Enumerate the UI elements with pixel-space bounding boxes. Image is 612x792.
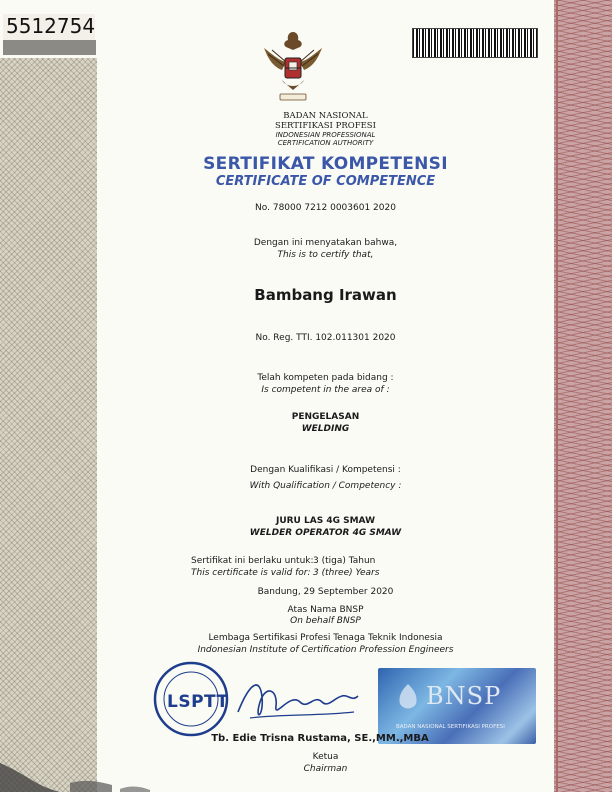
authority-name-en-line2: CERTIFICATION AUTHORITY: [277, 139, 374, 147]
qualification-value: JURU LAS 4G SMAW: [275, 516, 376, 526]
certify-text: Dengan ini menyatakan bahwa,: [253, 238, 398, 248]
competence-label: Telah kompeten pada bidang :: [257, 373, 394, 383]
signatory-role: Ketua: [312, 752, 339, 762]
qualification-label: Dengan Kualifikasi / Kompetensi :: [250, 465, 401, 475]
competence-value-en: WELDING: [301, 424, 350, 434]
on-behalf: Atas Nama BNSP: [287, 605, 364, 615]
registration-number: No. Reg. TTI. 102.011301 2020: [255, 333, 396, 343]
institute-name: Lembaga Sertifikasi Profesi Tenaga Teknik Indonesia: [208, 633, 443, 643]
left-guilloche-pattern: [0, 58, 97, 792]
qualification-label-en: With Qualification / Competency :: [249, 481, 402, 491]
certificate-title: SERTIFIKAT KOMPETENSI: [203, 154, 448, 174]
bnsp-hologram-icon: [394, 682, 422, 712]
serial-number: 5512754: [6, 14, 96, 38]
garuda-emblem-icon: [258, 28, 328, 108]
qualification-value-en: WELDER OPERATOR 4G SMAW: [249, 528, 402, 538]
certify-text-en: This is to certify that,: [277, 250, 374, 260]
certificate-title-en: CERTIFICATE OF COMPETENCE: [215, 174, 436, 189]
validity-value-en: 3 (three) Years: [313, 568, 380, 578]
signatory-role-en: Chairman: [303, 764, 348, 774]
signature: [230, 672, 370, 732]
competence-label-en: Is competent in the area of :: [261, 385, 390, 395]
validity-label: Sertifikat ini berlaku untuk:: [191, 556, 314, 566]
stamp-label: LSPTT: [167, 692, 229, 712]
holder-name: Bambang Irawan: [254, 286, 397, 304]
validity-block: [191, 555, 379, 579]
validity-label-en: This certificate is valid for:: [191, 568, 311, 578]
on-behalf-en: On behalf BNSP: [290, 616, 361, 626]
authority-name-line1: BADAN NASIONAL: [283, 111, 368, 121]
authority-name-line2: SERTIFIKASI PROFESI: [275, 121, 376, 131]
hologram-text: BNSP: [426, 682, 502, 710]
validity-value: 3 (tiga) Tahun: [313, 556, 376, 566]
right-guilloche-border: [554, 0, 612, 792]
institute-name-en: Indonesian Institute of Certification Profession Engineers: [197, 645, 454, 655]
barcode: [412, 28, 538, 58]
competence-value: PENGELASAN: [291, 412, 360, 422]
indonesia-map-graphic: [0, 755, 200, 792]
hologram-subtext: BADAN NASIONAL SERTIFIKASI PROFESI: [396, 724, 505, 730]
serial-strip: [3, 40, 96, 55]
authority-name-en-line1: INDONESIAN PROFESSIONAL: [275, 131, 376, 139]
certificate-number: No. 78000 7212 0003601 2020: [255, 203, 396, 213]
signatory-name: Tb. Edie Trisna Rustama, SE.,MM.,MBA: [211, 733, 429, 744]
issue-place-date: Bandung, 29 September 2020: [257, 587, 394, 597]
